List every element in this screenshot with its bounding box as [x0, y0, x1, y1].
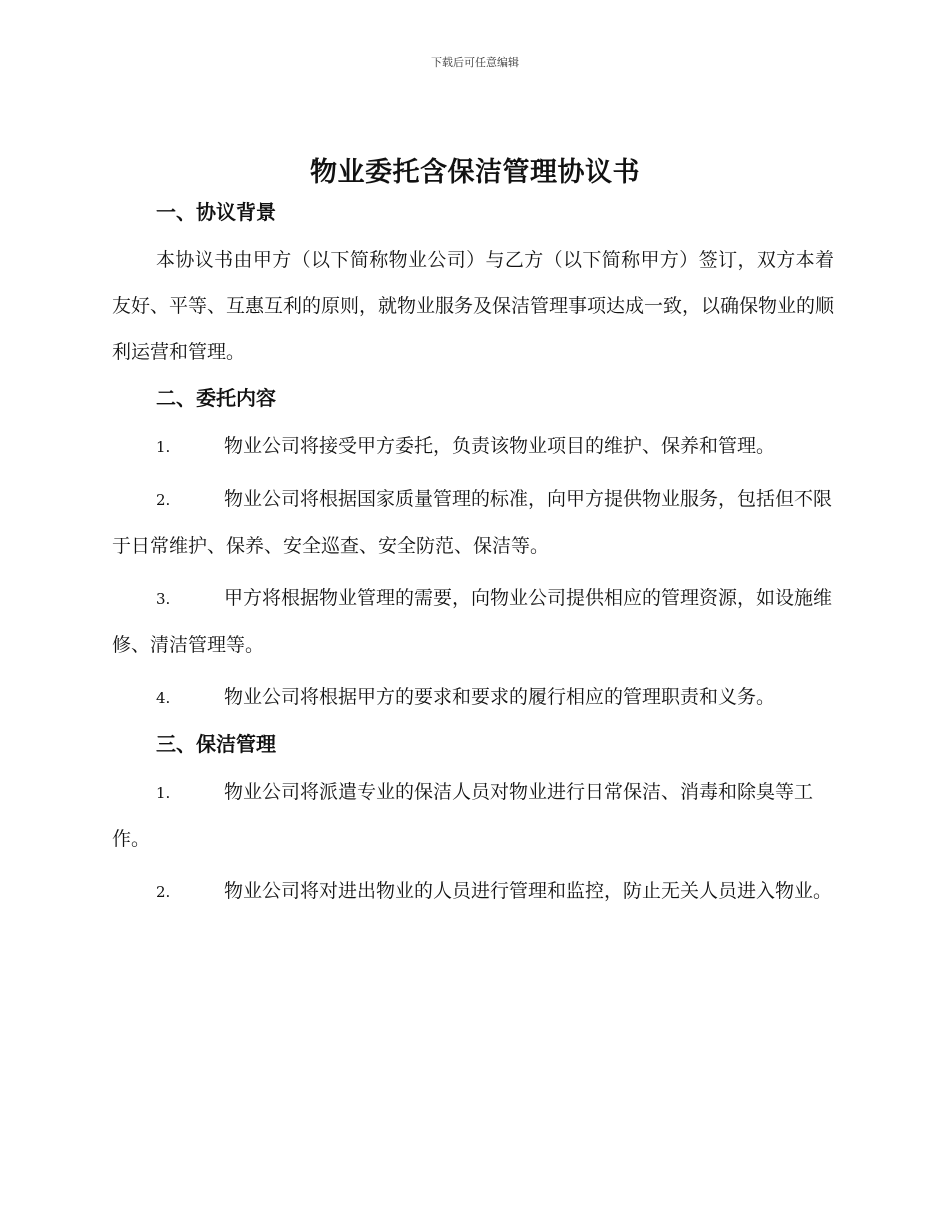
page-header-note: 下载后可任意编辑	[431, 56, 519, 69]
item-number: 1.	[156, 438, 171, 456]
item-number: 3.	[156, 590, 171, 608]
list-item	[112, 476, 834, 569]
list-item	[112, 769, 834, 862]
item-number: 2.	[156, 491, 171, 509]
background-paragraph: 本协议书由甲方（以下简称物业公司）与乙方（以下简称甲方）签订，双方本着友好、平等、互惠互利的原则，就物业服务及保洁管理事项达成一致，以确保物业的顺利运营和管理。	[112, 249, 835, 363]
list-item	[112, 674, 834, 721]
document-title: 物业委托含保洁管理协议书	[310, 157, 640, 188]
list-item	[112, 868, 834, 915]
section-heading-entrustment: 二、委托内容	[156, 386, 276, 410]
item-number: 2.	[156, 883, 171, 901]
item-number: 4.	[156, 689, 171, 707]
section-heading-background: 一、协议背景	[156, 200, 276, 224]
list-item	[112, 575, 834, 668]
item-text: 物业公司将派遣专业的保洁人员对物业进行日常保洁、消毒和除臭等工作。	[112, 781, 814, 850]
item-text: 物业公司将根据甲方的要求和要求的履行相应的管理职责和义务。	[224, 686, 776, 708]
document-body	[112, 195, 834, 915]
item-text: 物业公司将根据国家质量管理的标准，向甲方提供物业服务，包括但不限于日常维护、保养、安全巡查、安全防范、保洁等。	[112, 488, 833, 557]
item-text: 物业公司将接受甲方委托，负责该物业项目的维护、保养和管理。	[224, 435, 776, 457]
item-text: 物业公司将对进出物业的人员进行管理和监控，防止无关人员进入物业。	[224, 880, 833, 902]
item-number: 1.	[156, 784, 171, 802]
section-heading-cleaning: 三、保洁管理	[156, 732, 276, 756]
list-item	[112, 423, 834, 470]
item-text: 甲方将根据物业管理的需要，向物业公司提供相应的管理资源，如设施维修、清洁管理等。	[112, 587, 833, 656]
